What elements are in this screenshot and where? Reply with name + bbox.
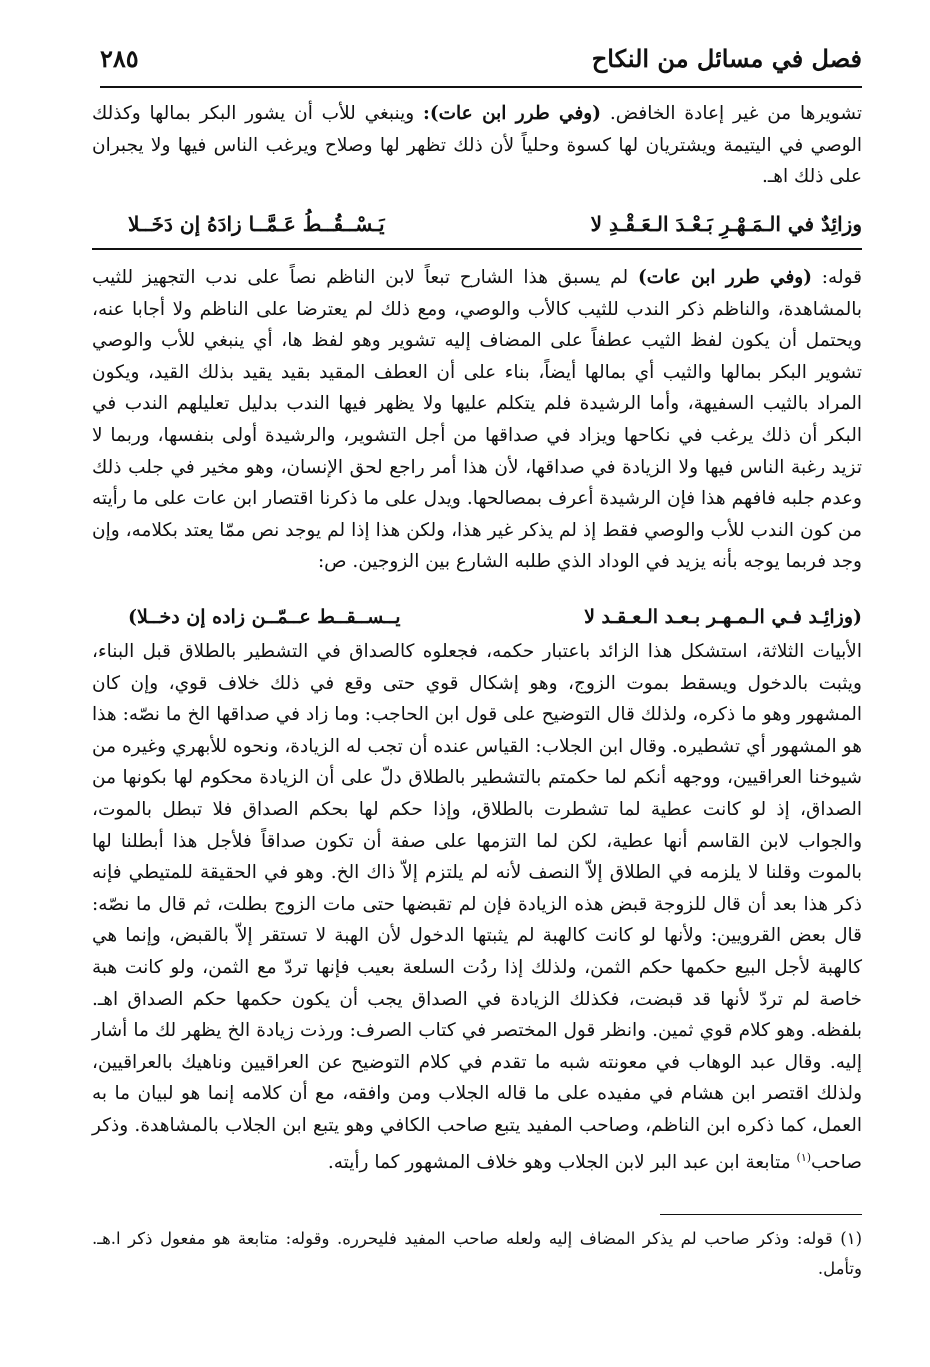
page-number: ٢٨٥: [100, 44, 139, 73]
paragraph-2-bold: (وفي طرر ابن عات): [637, 267, 812, 288]
section-rule: [92, 248, 862, 250]
verse-2: [128, 606, 862, 636]
paragraph-2: [92, 262, 862, 578]
page-header: [100, 38, 862, 86]
paragraph-1-bold: (وفي طرر ابن عات):: [423, 103, 601, 124]
verse-1: [128, 212, 862, 244]
paragraph-1-rest: وينبغي للأب أن يشور البكر بمالها وكذلك الوصي في اليتيمة ويشتريان لها كسوة وحلياً لأن ذلك تظهر لها وصلاح ويرغب الناس فيها ولا يجبران على ذلك اهـ.: [92, 103, 862, 188]
running-title: فصل في مسائل من النكاح: [591, 44, 862, 73]
paragraph-3: [92, 636, 862, 1178]
paragraph-2-lead: قوله:: [821, 267, 862, 288]
footnote-rule: [660, 1214, 862, 1215]
verse-2-hemistich-2: يــســقــط عــمّــن زاده إن دخــلا): [128, 606, 401, 628]
footnote: [92, 1224, 862, 1284]
paragraph-3-text: الأبيات الثلاثة، استشكل هذا الزائد باعتبار حكمه، فجعلوه كالصداق في التشطير بالطلاق قبل البناء، ويثبت بالدخول ويسقط بموت الزوج، وهو إشكال قوي حتى وقع في ذلك خلاف قوي، وإن كان المشهور وهو ما ذكره، ولذلك قال التوضيح على قول ابن الحاجب: وما زاد في صداقها الخ ما نصّه: هذا هو المشهور أي تشطيره. وقال ابن الجلاب: القياس عنده أن تجب له الزيادة، ونحوه للأبهري وغيره من شيوخنا العراقيين، ووجهه أنكم لما حكمتم بالتشطير بالطلاق دلّ على أن الزيادة محكوم لها بكونها من الصداق، إذ لو كانت عطية لما تشطرت بالطلاق، وإذا حكم لها بحكم الصداق فلا تبطل بالموت، والجواب لابن القاسم أنها عطية، لكن لما التزمها على صفة أن تكون صداقاً فلأجل هذا أبطلنا لها بالموت وقلنا لا يلزمه في الطلاق إلاّ النصف لأنه لم يلتزم إلاّ ذاك الخ. وهو في الحقيقة للمتيطي فإنه ذكر هذا بعد أن قال للزوجة قبض هذه الزيادة فإن لم تقبضها حتى مات الزوج بطلت، ثم قال ما نصّه: قال بعض القرويين: ولأنها لو كانت كالهبة لم يثبتها الدخول لأن الهبة لا تستقر إلاّ بالقبض، وإنما هي كالهبة لأجل البيع حكمها حكم الثمن، ولذلك إذا ردُت السلعة بعيب فإنها تردّ مع الثمن، ولو كانت هبة خاصة لم تردّ لأنها قد قبضت، فكذلك الزيادة في الصداق يجب أن يكون حكمها حكم الصداق اهـ. بلفظه. وهو كلام قوي ثمين. وانظر قول المختصر في كتاب الصرف: ورذت زيادة الخ يظهر لك ما أشار إليه. وقال عبد الوهاب في معونته شبه ما تقدم في كلام التوضيح عن العراقيين وناهيك بالعراقيين، ولذلك اقتصر ابن هشام في مفيده على ما قاله الجلاب ومن وافقه، مع أن كلامه إنما هو لبيان ما به العمل، كما ذكره ابن الناظم، وصاحب المفيد يتبع صاحب الكافي وهو يتبع ابن الجلاب بالمشاهدة. وذكر صاحب: [92, 641, 862, 1173]
verse-1-hemistich-2: يَـسْــقُــطُ عَـمَّــا زادَهُ إن دَخَــلا: [128, 212, 385, 236]
paragraph-1: [92, 98, 862, 193]
header-rule: [100, 86, 862, 88]
paragraph-1-lead: تشويرها من غير إعادة الخافض.: [609, 103, 862, 124]
paragraph-3-tail: متابعة ابن عبد البر لابن الجلاب وهو خلاف المشهور كما رأيته.: [327, 1151, 791, 1173]
verse-2-hemistich-1: (وزائِـد فـي الـمـهـر بـعـد الـعـقـد لا: [584, 606, 862, 628]
footnote-reference: (١): [796, 1150, 812, 1164]
footnote-text: (١) قوله: وذكر صاحب لم يذكر المضاف إليه ولعله صاحب المفيد فليحرره. وقوله: متابعة هو مفعول ذكر ا.هـ. وتأمل.: [92, 1229, 862, 1278]
paragraph-2-rest: لم يسبق هذا الشارح تبعاً لابن الناظم نصاً على ندب التجهيز للثيب بالمشاهدة، والناظم ذكر الندب للثيب كالأب والوصي، ومع ذلك لم يعترضا على الناظم ولا أجابا عنه، ويحتمل أن يكون لفظ الثيب عطفاً على المضاف إليه تشوير وهو لفظ ها، أي ينبغي للأب والوصي تشوير البكر بمالها والثيب أي بمالها أيضاً، بناء على أن العطف المقيد بقيد يقيد بذلك القيد، ويكون المراد بالثيب السفيهة، وأما الرشيدة فلم يتكلم عليها ولا يظهر فيها الندب بدليل تعليلهم الندب في البكر أن ذلك يرغب في نكاحها ويزاد في صداقها من أجل التشوير، والرشيدة أولى بنفسها، وربما لا تزيد رغبة الناس فيها ولا الزيادة في صداقها، لأن هذا أمر راجع لحق الإنسان، وهو مخير في جلب ذلك وعدم جلبه فافهم هذا فإن الرشيدة أعرف بمصالحها. ويدل على ما ذكرنا اقتصار ابن عات على ما رأيته من كون الندب للأب والوصي فقط إذ لم يذكر غير هذا، ولكن هذا إذا لم يوجد نص ممّا يعتد بكلامه، وإن وجد فربما يوجه بأنه يزيد في الوداد الذي طلبه الشارع بين الزوجين. ص:: [92, 267, 862, 573]
verse-1-hemistich-1: وزائِدٌ في الـمَـهْـرِ بَـعْـدَ الـعَـقْـدِ لا: [590, 212, 862, 236]
